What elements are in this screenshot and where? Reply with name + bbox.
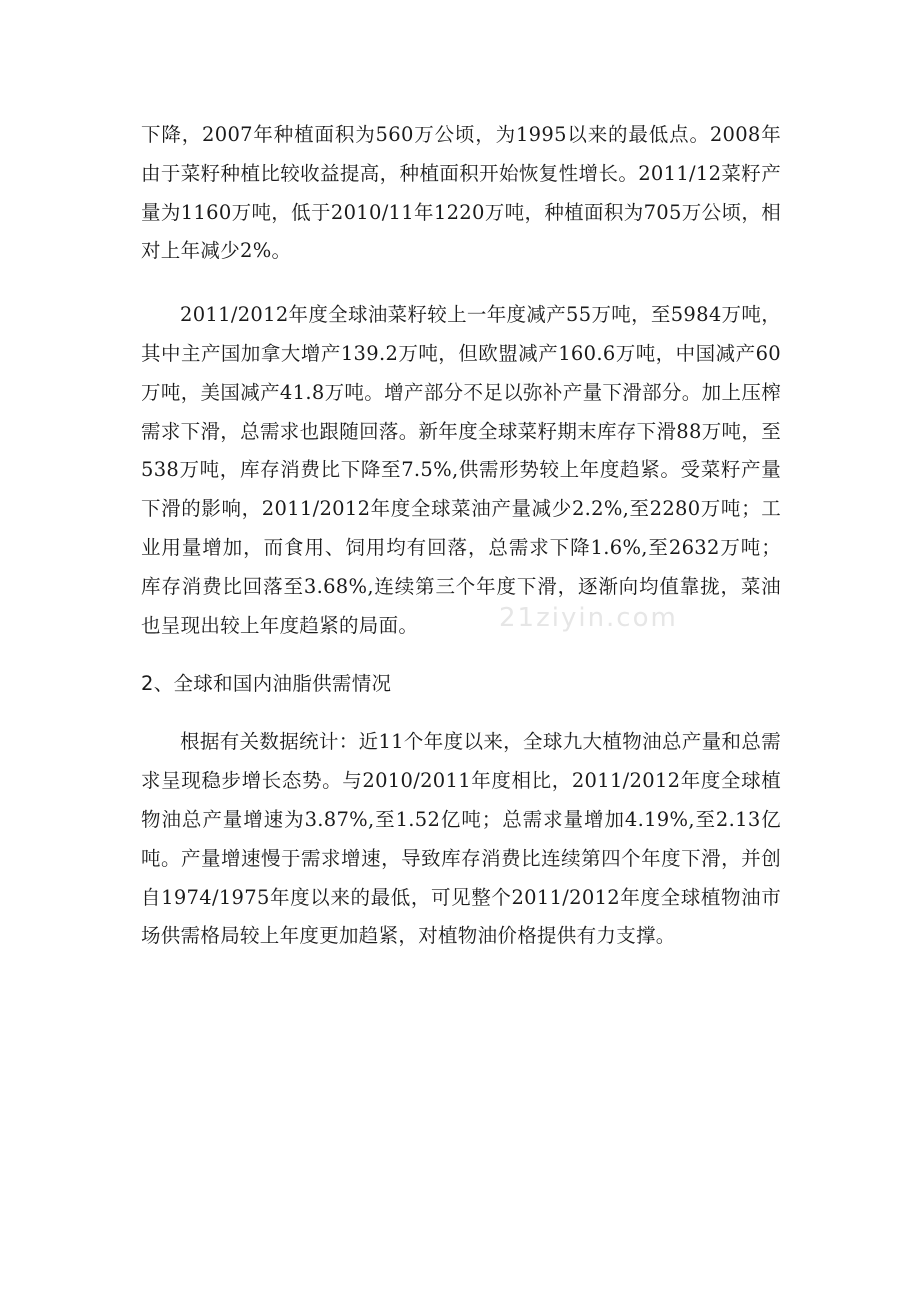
paragraph-rapeseed: 2011/2012年度全球油菜籽较上一年度减产55万吨，至5984万吨，其中主产国加拿大增产139.2万吨，但欧盟减产160.6万吨，中国减产60万吨，美国减产41.8万吨。增产部分不足以弥补产量下滑部分。加上压榨需求下滑，总需求也跟随回落。新年度全球菜籽期末库存下滑88万吨，至538万吨，库存消费比下降至7.5%,供需形势较上年度趋紧。受菜籽产量下滑的影响，2011/2012年度全球菜油产量减少2.2%,至2280万吨；工业用量增加，而食用、饲用均有回落，总需求下降1.6%,至2632万吨；库存消费比回落至3.68%,连续第三个年度下滑，逐渐向均值靠拢，菜油也呈现出较上年度趋紧的局面。 [141,303,781,637]
document-body [141,116,781,956]
paragraph-continuation: 下降，2007年种植面积为560万公顷，为1995以来的最低点。2008年由于菜籽种植比较收益提高，种植面积开始恢复性增长。2011/12菜籽产量为1160万吨，低于2010/11年1220万吨，种植面积为705万公顷，相对上年减少2%。 [141,123,781,263]
watermark-text: 21ziyin.com [499,603,678,633]
section-heading: 2、全球和国内油脂供需情况 [141,672,392,696]
paragraph-vegetable-oil: 根据有关数据统计：近11个年度以来，全球九大植物油总产量和总需求呈现稳步增长态势。与2010/2011年度相比，2011/2012年度全球植物油总产量增速为3.87%,至1.52亿吨；总需求量增加4.19%,至2.13亿吨。产量增速慢于需求增速，导致库存消费比连续第四个年度下滑，并创自1974/1975年度以来的最低，可见整个2011/2012年度全球植物油市场供需格局较上年度更加趋紧，对植物油价格提供有力支撑。 [141,730,781,948]
